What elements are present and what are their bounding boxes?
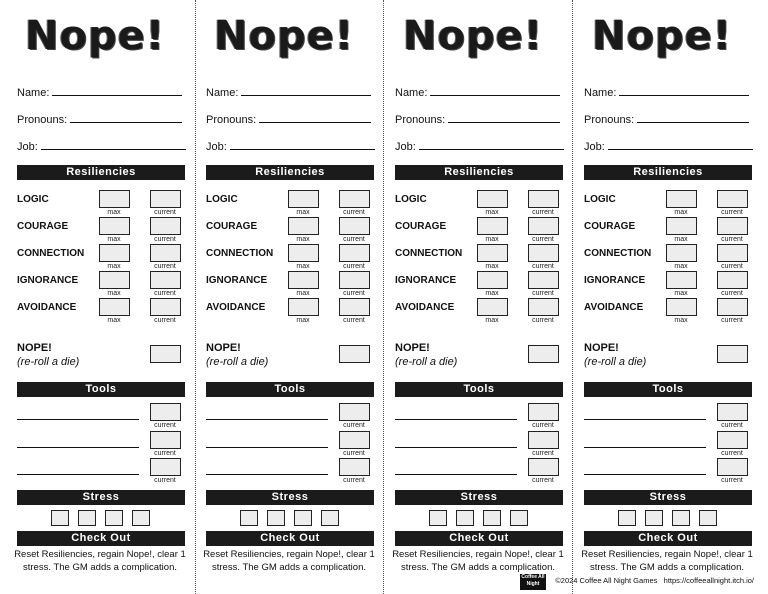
current-box[interactable]: [339, 190, 370, 208]
nope-label: NOPE!: [206, 342, 241, 354]
current-box[interactable]: [528, 217, 559, 235]
field-input-line[interactable]: [637, 111, 749, 123]
current-caption: current: [154, 209, 176, 216]
tool-current-box[interactable]: [528, 431, 559, 449]
max-box[interactable]: [288, 298, 319, 316]
max-caption: max: [107, 209, 121, 216]
nope-label: NOPE!: [584, 342, 619, 354]
tool-input-line[interactable]: [17, 474, 139, 475]
max-box[interactable]: [477, 217, 508, 235]
field-2: [395, 138, 564, 154]
field-input-line[interactable]: [608, 138, 753, 150]
max-caption: max: [107, 290, 121, 297]
field-label: Job:: [395, 141, 416, 153]
current-box[interactable]: [717, 271, 748, 289]
field-input-line[interactable]: [241, 84, 371, 96]
current-caption: current: [343, 317, 365, 324]
max-box[interactable]: [99, 298, 130, 316]
max-box[interactable]: [99, 190, 130, 208]
current-caption: current: [721, 450, 743, 457]
max-caption: max: [296, 236, 310, 243]
field-label: Pronouns:: [395, 114, 446, 126]
field-1: [395, 111, 560, 127]
field-2: [206, 138, 375, 154]
stress-header: Stress: [584, 490, 752, 505]
max-caption: max: [674, 236, 688, 243]
max-box[interactable]: [666, 271, 697, 289]
current-box[interactable]: [339, 217, 370, 235]
stress-box[interactable]: [483, 510, 501, 526]
attribute-label: COURAGE: [584, 221, 636, 232]
checkout-header: Check Out: [206, 531, 374, 546]
current-caption: current: [154, 263, 176, 270]
stress-box[interactable]: [105, 510, 123, 526]
max-box[interactable]: [666, 190, 697, 208]
field-1: [584, 111, 749, 127]
stress-header: Stress: [17, 490, 185, 505]
current-caption: current: [154, 290, 176, 297]
tool-current-box[interactable]: [150, 431, 181, 449]
cut-line-divider: [195, 0, 196, 594]
attribute-label: COURAGE: [17, 221, 69, 232]
field-0: [395, 84, 560, 100]
checkout-text: Reset Resiliencies, regain Nope!, clear 1 stress. The GM adds a complication.: [14, 549, 186, 573]
tool-current-box[interactable]: [339, 431, 370, 449]
stress-box[interactable]: [132, 510, 150, 526]
max-caption: max: [485, 263, 499, 270]
current-caption: current: [154, 317, 176, 324]
max-caption: max: [485, 236, 499, 243]
footer-credit: [555, 576, 754, 586]
tool-input-line[interactable]: [206, 447, 328, 448]
current-caption: current: [721, 236, 743, 243]
field-label: Job:: [584, 141, 605, 153]
checkout-text: Reset Resiliencies, regain Nope!, clear 1 stress. The GM adds a complication.: [392, 549, 564, 573]
nope-label: NOPE!: [17, 342, 52, 354]
tool-input-line[interactable]: [584, 447, 706, 448]
current-box[interactable]: [150, 190, 181, 208]
resiliencies-header: Resiliencies: [395, 165, 563, 180]
current-caption: current: [154, 450, 176, 457]
max-box[interactable]: [288, 271, 319, 289]
stress-box[interactable]: [51, 510, 69, 526]
nope-box[interactable]: [717, 345, 748, 363]
attribute-label: COURAGE: [206, 221, 258, 232]
tool-current-box[interactable]: [150, 458, 181, 476]
current-box[interactable]: [339, 298, 370, 316]
checkout-text: Reset Resiliencies, regain Nope!, clear 1 stress. The GM adds a complication.: [203, 549, 375, 573]
tool-current-box[interactable]: [717, 403, 748, 421]
character-sheet-1: [0, 0, 190, 594]
tool-current-box[interactable]: [339, 458, 370, 476]
nope-subtitle: (re-roll a die): [17, 356, 80, 368]
max-caption: max: [296, 317, 310, 324]
field-label: Name:: [17, 87, 50, 99]
nope-label: NOPE!: [395, 342, 430, 354]
stress-box[interactable]: [618, 510, 636, 526]
field-label: Job:: [17, 141, 38, 153]
max-caption: max: [485, 209, 499, 216]
current-box[interactable]: [150, 244, 181, 262]
current-caption: current: [343, 290, 365, 297]
field-label: Pronouns:: [17, 114, 68, 126]
stress-header: Stress: [395, 490, 563, 505]
character-sheet-3: [378, 0, 568, 594]
tool-input-line[interactable]: [206, 419, 328, 420]
current-caption: current: [721, 209, 743, 216]
tool-current-box[interactable]: [150, 403, 181, 421]
current-box[interactable]: [528, 271, 559, 289]
max-caption: max: [107, 236, 121, 243]
field-label: Job:: [206, 141, 227, 153]
stress-box[interactable]: [510, 510, 528, 526]
checkout-header: Check Out: [17, 531, 185, 546]
tool-input-line[interactable]: [17, 447, 139, 448]
tools-header: Tools: [206, 382, 374, 397]
current-caption: current: [532, 290, 554, 297]
current-caption: current: [343, 209, 365, 216]
field-2: [584, 138, 753, 154]
max-box[interactable]: [288, 217, 319, 235]
tool-current-box[interactable]: [339, 403, 370, 421]
tool-input-line[interactable]: [395, 419, 517, 420]
attribute-label: COURAGE: [395, 221, 447, 232]
field-label: Pronouns:: [206, 114, 257, 126]
current-box[interactable]: [339, 244, 370, 262]
stress-box[interactable]: [240, 510, 258, 526]
current-caption: current: [721, 290, 743, 297]
field-0: [206, 84, 371, 100]
max-caption: max: [674, 263, 688, 270]
current-caption: current: [343, 236, 365, 243]
max-box[interactable]: [288, 244, 319, 262]
attribute-label: AVOIDANCE: [395, 302, 455, 313]
max-box[interactable]: [99, 271, 130, 289]
stress-box[interactable]: [645, 510, 663, 526]
nope-subtitle: (re-roll a die): [206, 356, 269, 368]
attribute-label: CONNECTION: [206, 248, 274, 259]
tool-current-box[interactable]: [528, 403, 559, 421]
current-caption: current: [343, 450, 365, 457]
tool-current-box[interactable]: [717, 458, 748, 476]
stress-header: Stress: [206, 490, 374, 505]
attribute-label: LOGIC: [17, 194, 49, 205]
cut-line-divider: [572, 0, 573, 594]
current-caption: current: [343, 263, 365, 270]
tool-input-line[interactable]: [395, 447, 517, 448]
tool-input-line[interactable]: [584, 474, 706, 475]
field-input-line[interactable]: [70, 111, 182, 123]
max-caption: max: [674, 317, 688, 324]
nope-box[interactable]: [339, 345, 370, 363]
field-label: Name:: [206, 87, 239, 99]
max-caption: max: [674, 209, 688, 216]
footer-copyright: ©2024 Coffee All Night Games: [555, 576, 658, 585]
sheet-title: Nope!: [25, 13, 165, 59]
max-caption: max: [485, 290, 499, 297]
field-1: [206, 111, 371, 127]
nope-subtitle: (re-roll a die): [584, 356, 647, 368]
field-input-line[interactable]: [619, 84, 749, 96]
max-caption: max: [296, 263, 310, 270]
tool-input-line[interactable]: [584, 419, 706, 420]
tool-input-line[interactable]: [206, 474, 328, 475]
current-box[interactable]: [717, 190, 748, 208]
field-0: [17, 84, 182, 100]
stress-box[interactable]: [456, 510, 474, 526]
field-label: Name:: [395, 87, 428, 99]
current-caption: current: [532, 263, 554, 270]
max-box[interactable]: [477, 298, 508, 316]
max-caption: max: [107, 317, 121, 324]
field-input-line[interactable]: [259, 111, 371, 123]
cut-line-divider: [383, 0, 384, 594]
field-0: [584, 84, 749, 100]
tool-input-line[interactable]: [17, 419, 139, 420]
current-caption: current: [721, 422, 743, 429]
attribute-label: IGNORANCE: [206, 275, 268, 286]
max-box[interactable]: [666, 298, 697, 316]
checkout-text: Reset Resiliencies, regain Nope!, clear 1 stress. The GM adds a complication.: [581, 549, 753, 573]
current-caption: current: [154, 477, 176, 484]
attribute-label: CONNECTION: [395, 248, 463, 259]
max-box[interactable]: [666, 244, 697, 262]
checkout-header: Check Out: [395, 531, 563, 546]
checkout-header: Check Out: [584, 531, 752, 546]
field-input-line[interactable]: [41, 138, 186, 150]
attribute-label: AVOIDANCE: [584, 302, 644, 313]
field-label: Pronouns:: [584, 114, 635, 126]
current-box[interactable]: [528, 244, 559, 262]
current-caption: current: [532, 317, 554, 324]
current-caption: current: [532, 209, 554, 216]
current-box[interactable]: [339, 271, 370, 289]
field-2: [17, 138, 186, 154]
field-input-line[interactable]: [52, 84, 182, 96]
attribute-label: CONNECTION: [17, 248, 85, 259]
stress-box[interactable]: [294, 510, 312, 526]
current-caption: current: [721, 477, 743, 484]
stress-box[interactable]: [429, 510, 447, 526]
tool-current-box[interactable]: [528, 458, 559, 476]
current-box[interactable]: [717, 217, 748, 235]
field-1: [17, 111, 182, 127]
attribute-label: AVOIDANCE: [17, 302, 77, 313]
current-caption: current: [721, 263, 743, 270]
tools-header: Tools: [395, 382, 563, 397]
tools-header: Tools: [584, 382, 752, 397]
attribute-label: AVOIDANCE: [206, 302, 266, 313]
attribute-label: IGNORANCE: [584, 275, 646, 286]
current-box[interactable]: [528, 190, 559, 208]
current-caption: current: [721, 317, 743, 324]
tool-current-box[interactable]: [717, 431, 748, 449]
stress-box[interactable]: [321, 510, 339, 526]
current-caption: current: [532, 450, 554, 457]
current-box[interactable]: [717, 298, 748, 316]
max-box[interactable]: [477, 244, 508, 262]
stress-box[interactable]: [672, 510, 690, 526]
max-caption: max: [296, 290, 310, 297]
attribute-label: LOGIC: [395, 194, 427, 205]
current-caption: current: [154, 422, 176, 429]
field-input-line[interactable]: [448, 111, 560, 123]
nope-box[interactable]: [528, 345, 559, 363]
current-box[interactable]: [528, 298, 559, 316]
stress-box[interactable]: [78, 510, 96, 526]
max-box[interactable]: [288, 190, 319, 208]
resiliencies-header: Resiliencies: [584, 165, 752, 180]
current-caption: current: [343, 477, 365, 484]
sheet-title: Nope!: [214, 13, 354, 59]
field-label: Name:: [584, 87, 617, 99]
nope-subtitle: (re-roll a die): [395, 356, 458, 368]
character-sheet-4: [567, 0, 757, 594]
current-box[interactable]: [150, 217, 181, 235]
sheet-title: Nope!: [403, 13, 543, 59]
coffee-all-night-logo: [520, 574, 546, 590]
attribute-label: CONNECTION: [584, 248, 652, 259]
current-caption: current: [343, 422, 365, 429]
max-caption: max: [485, 317, 499, 324]
max-caption: max: [296, 209, 310, 216]
max-box[interactable]: [99, 217, 130, 235]
field-input-line[interactable]: [430, 84, 560, 96]
max-box[interactable]: [477, 190, 508, 208]
resiliencies-header: Resiliencies: [17, 165, 185, 180]
tool-input-line[interactable]: [395, 474, 517, 475]
stress-box[interactable]: [267, 510, 285, 526]
attribute-label: LOGIC: [206, 194, 238, 205]
field-input-line[interactable]: [419, 138, 564, 150]
current-caption: current: [532, 422, 554, 429]
max-caption: max: [107, 263, 121, 270]
current-caption: current: [532, 236, 554, 243]
footer-url-link[interactable]: https://coffeeallnight.itch.io/: [663, 576, 754, 585]
current-caption: current: [154, 236, 176, 243]
resiliencies-header: Resiliencies: [206, 165, 374, 180]
current-caption: current: [532, 477, 554, 484]
field-input-line[interactable]: [230, 138, 375, 150]
logo-text: Coffee All Night: [521, 574, 545, 587]
stress-box[interactable]: [699, 510, 717, 526]
current-box[interactable]: [150, 298, 181, 316]
max-box[interactable]: [477, 271, 508, 289]
max-box[interactable]: [99, 244, 130, 262]
sheet-title: Nope!: [592, 13, 732, 59]
nope-box[interactable]: [150, 345, 181, 363]
attribute-label: IGNORANCE: [395, 275, 457, 286]
current-box[interactable]: [150, 271, 181, 289]
character-sheet-2: [189, 0, 379, 594]
max-caption: max: [674, 290, 688, 297]
attribute-label: LOGIC: [584, 194, 616, 205]
current-box[interactable]: [717, 244, 748, 262]
max-box[interactable]: [666, 217, 697, 235]
attribute-label: IGNORANCE: [17, 275, 79, 286]
tools-header: Tools: [17, 382, 185, 397]
